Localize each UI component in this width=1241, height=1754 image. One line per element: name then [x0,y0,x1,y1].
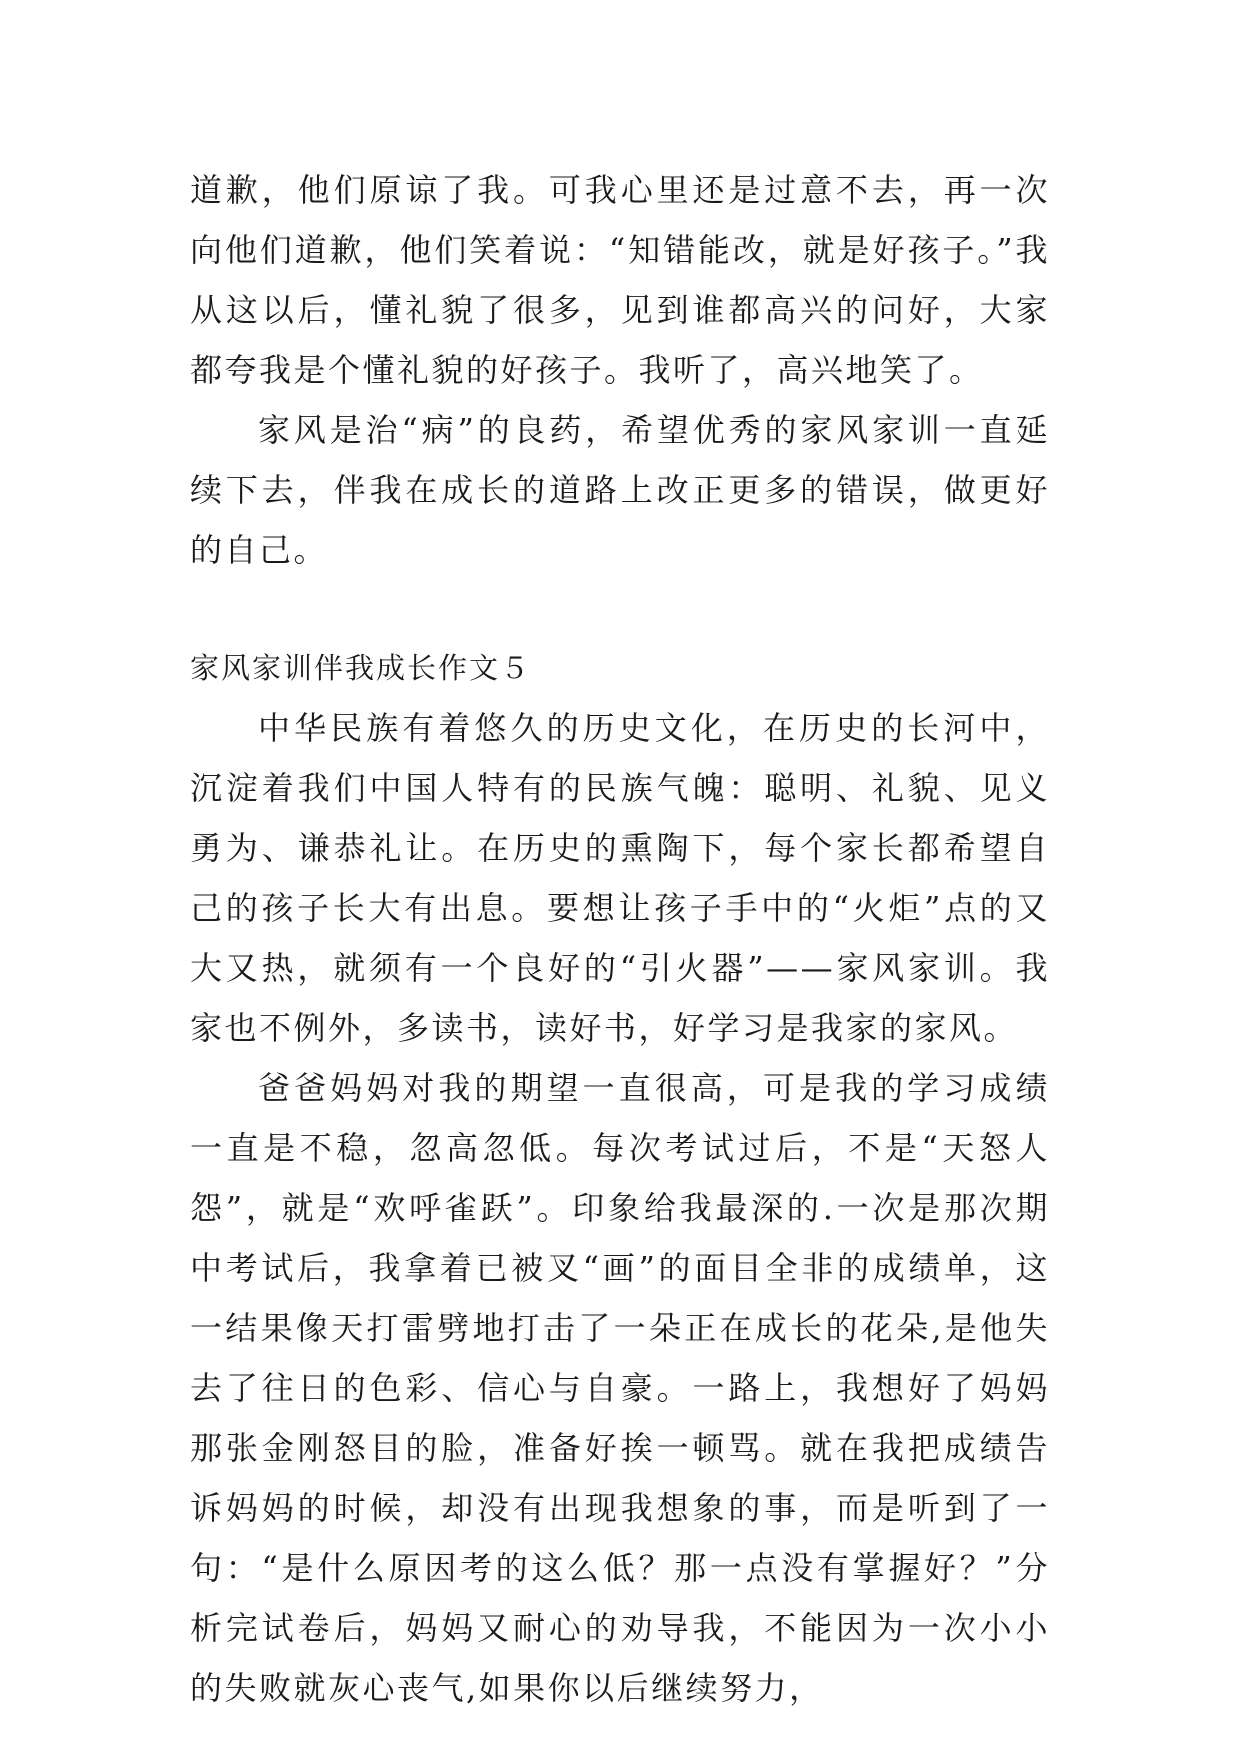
paragraph-conclusion: 家风是治“病”的良药，希望优秀的家风家训一直延续下去，伴我在成长的道路上改正更多的错误，做更好的自己。 [190,411,1050,569]
section-heading: 家风家训伴我成长作文５ [190,651,532,685]
document-page [190,160,1050,1718]
paragraph-story: 爸爸妈妈对我的期望一直很高，可是我的学习成绩一直是不稳，忽高忽低。每次考试过后，不是“天怒人怨”，就是“欢呼雀跃”。印象给我最深的.一次是那次期中考试后，我拿着已被叉“画”的面目全非的成绩单，这一结果像天打雷劈地打击了一朵正在成长的花朵,是他失去了往日的色彩、信心与自豪。一路上，我想好了妈妈那张金刚怒目的脸，准备好挨一顿骂。就在我把成绩告诉妈妈的时候，却没有出现我想象的事，而是听到了一句：“是什么原因考的这么低？那一点没有掌握好？”分析完试卷后，妈妈又耐心的劝导我，不能因为一次小小的失败就灰心丧气,如果你以后继续努力， [190,1069,1050,1707]
paragraph-continued: 道歉，他们原谅了我。可我心里还是过意不去，再一次向他们道歉，他们笑着说：“知错能改，就是好孩子。”我从这以后，懂礼貌了很多，见到谁都高兴的问好，大家都夸我是个懂礼貌的好孩子。我听了，高兴地笑了。 [190,171,1050,389]
section-spacer [190,580,1050,638]
paragraph-intro: 中华民族有着悠久的历史文化，在历史的长河中，沉淀着我们中国人特有的民族气魄：聪明、礼貌、见义勇为、谦恭礼让。在历史的熏陶下，每个家长都希望自己的孩子长大有出息。要想让孩子手中的“火炬”点的又大又热，就须有一个良好的“引火器”——家风家训。我家也不例外，多读书，读好书，好学习是我家的家风。 [190,709,1050,1047]
